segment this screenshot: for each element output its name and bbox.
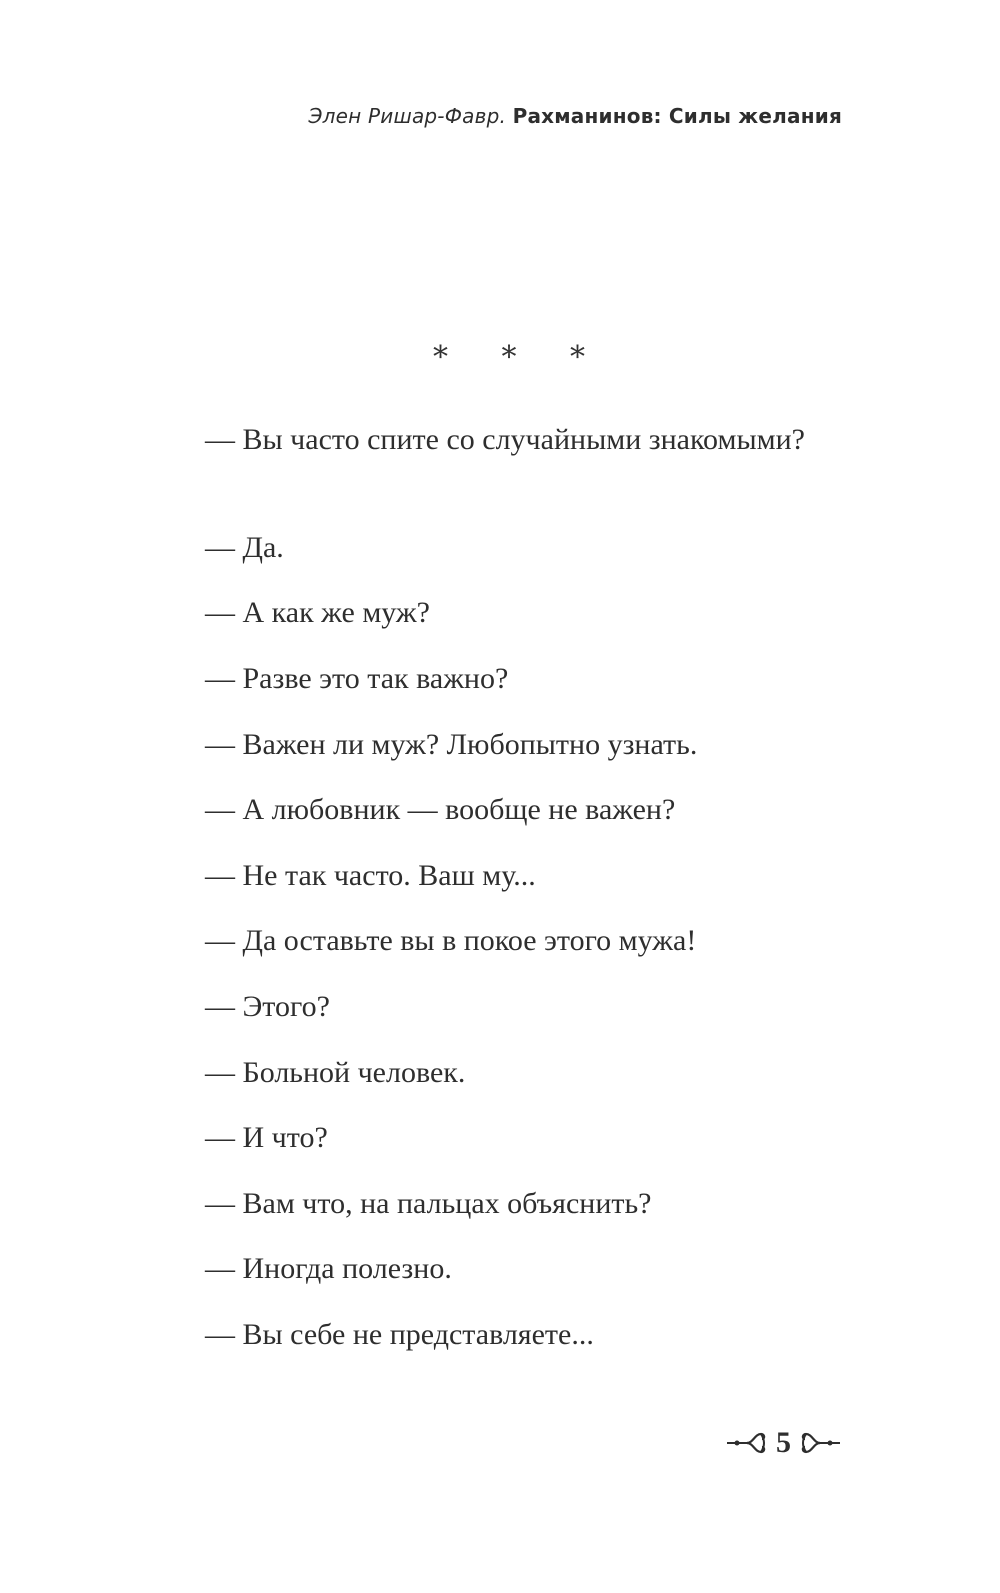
dialogue-line: — И что? [205, 1121, 328, 1154]
dialogue-line: — Вы часто спите со случайными знакомыми? [205, 423, 805, 456]
dialogue-line: — А любовник — вообще не важен? [205, 793, 676, 826]
dialogue-line: — Да. [205, 531, 284, 564]
running-head [309, 104, 842, 128]
dialogue-line: — Вам что, на пальцах объяснить? [205, 1187, 652, 1220]
dialogue-line: — Да оставьте вы в покое этого мужа! [205, 924, 697, 957]
section-break: * * * [432, 340, 608, 375]
dialogue-line: — Вы себе не представляете... [205, 1318, 594, 1351]
dialogue-line: — А как же муж? [205, 596, 430, 629]
dialogue-line: — Не так часто. Ваш му... [205, 859, 536, 892]
dialogue-line: — Важен ли муж? Любопытно узнать. [205, 728, 698, 761]
dialogue-line: — Этого? [205, 990, 330, 1023]
page-folio [725, 1425, 842, 1461]
flourish-right-icon [798, 1430, 842, 1456]
running-head-author: Элен Ришар-Фавр. [308, 104, 507, 128]
page-number: 5 [776, 1426, 791, 1459]
dialogue-line: — Иногда полезно. [205, 1252, 452, 1285]
dialogue-line: — Больной человек. [205, 1056, 466, 1089]
flourish-left-icon [725, 1430, 769, 1456]
dialogue-line: — Разве это так важно? [205, 662, 509, 695]
running-head-title: Рахманинов: Силы желания [512, 104, 842, 128]
